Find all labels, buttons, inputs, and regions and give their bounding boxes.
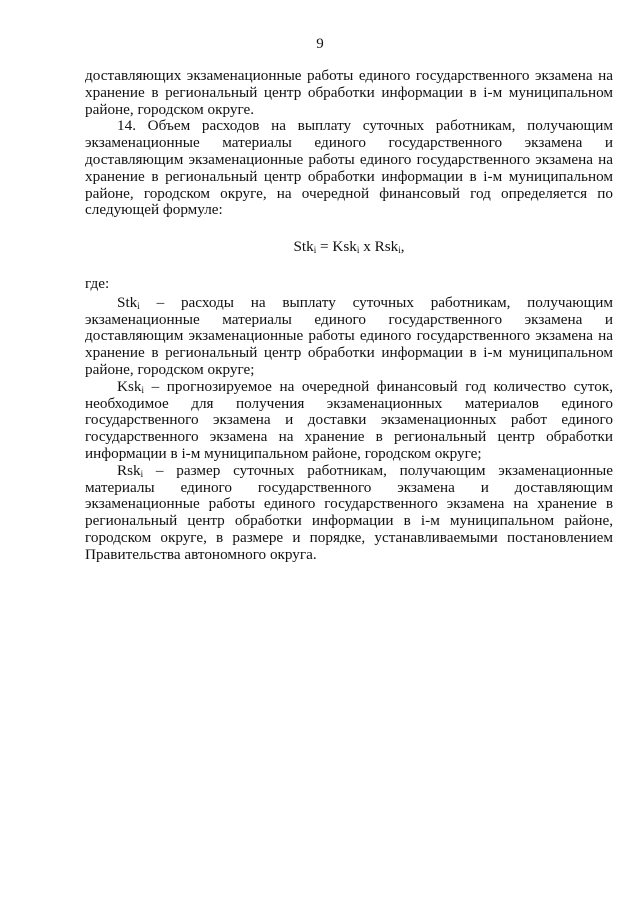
formula-lhs: Stk (293, 238, 314, 256)
formula-multiply: x (359, 238, 375, 256)
definition-ksk (85, 379, 613, 463)
where-label: где: (85, 274, 110, 292)
definition-symbol: Rsk (117, 461, 141, 479)
formula (85, 239, 613, 256)
definition-symbol: Ksk (117, 377, 142, 395)
definition-text: – прогнозируемое на очередной финансовый год количество суток, необходимое для получения экзаменационных материалов единого государственного экзамена и доставки экзаменационных работ единого государственного экзамена на хранение в региональный центр обработки информации в i-м муниципальном районе, городском округе; (85, 377, 613, 462)
definition-subscript: i (137, 300, 140, 311)
definition-text: – размер суточных работникам, получающим экзаменационные материалы единого государственного экзамена и доставляющим экзаменационные работы единого государственного экзамена на хранение в региональный центр обработки информации в i-м муниципальном районе, городском округе, в размере и порядке, устанавливаемыми постановлением Правительства автономного округа. (85, 461, 613, 563)
definition-symbol: Stk (117, 293, 138, 311)
definition-subscript: i (140, 468, 144, 479)
continuation-paragraph: доставляющих экзаменационные работы единого государственного экзамена на хранение в региональный центр обработки информации в i-м муниципальном районе, городском округе. (85, 67, 613, 118)
document-body (85, 68, 613, 564)
formula-lhs-subscript: i (313, 245, 317, 256)
definition-text: – расходы на выплату суточных работникам, получающим экзаменационные материалы единого государственного экзамена и доставляющим экзаменационные работы единого государственного экзамена на хранение в региональный центр обработки информации в i-м муниципальном районе, городском округе; (85, 293, 613, 378)
formula-term-1: Ksk (332, 238, 357, 256)
definition-stk (85, 295, 613, 379)
page-number: 9 (316, 36, 324, 52)
item-14-paragraph: 14. Объем расходов на выплату суточных работникам, получающим экзаменационные материалы единого государственного экзамена и доставляющим экзаменационные работы единого государственного экзамена на хранение в региональный центр обработки информации в i-м муниципальном районе, городском округе, на очередной финансовый год определяется по следующей формуле: (85, 117, 613, 219)
formula-term-1-subscript: i (356, 245, 360, 256)
formula-tail: , (400, 238, 405, 256)
formula-term-2: Rsk (374, 238, 399, 256)
formula-term-2-subscript: i (398, 245, 401, 256)
definition-rsk (85, 463, 613, 564)
definition-subscript: i (141, 384, 144, 395)
formula-equals: = (316, 238, 333, 256)
